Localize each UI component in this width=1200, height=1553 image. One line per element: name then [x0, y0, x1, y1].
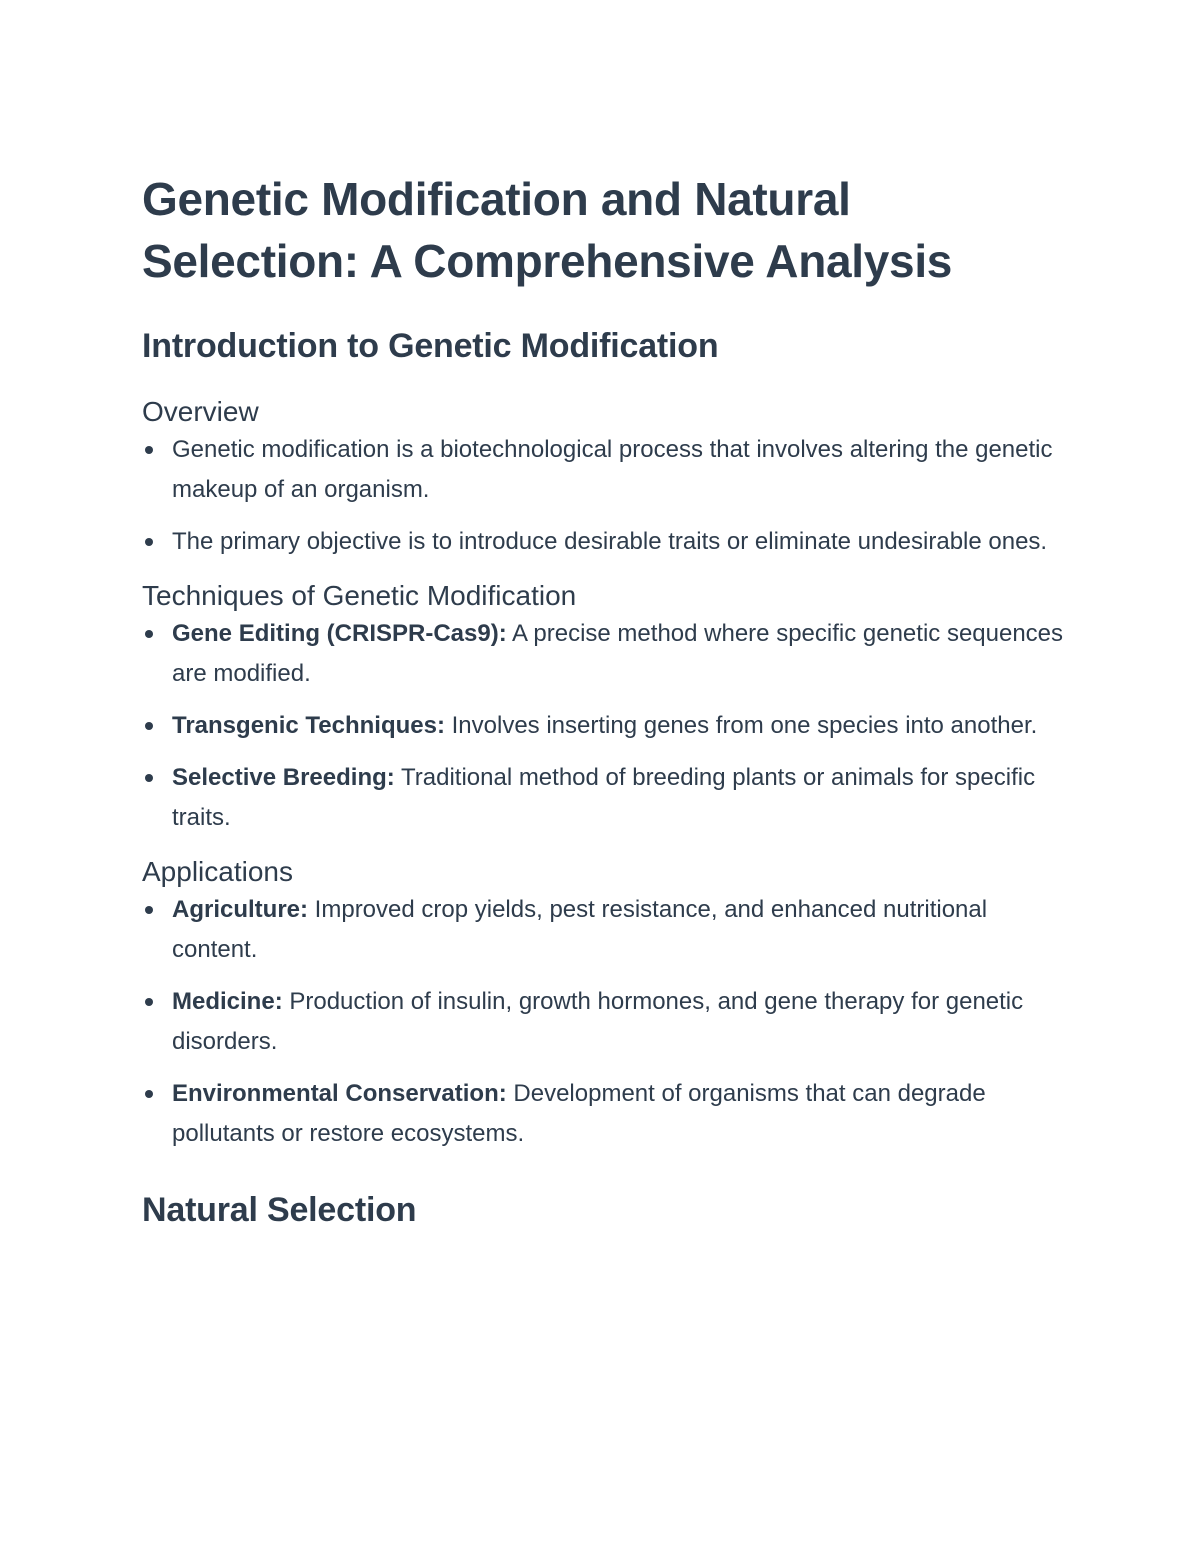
list-item-term: Environmental Conservation:: [172, 1080, 507, 1107]
list-item: [142, 522, 1072, 562]
list-item-term: Transgenic Techniques:: [172, 712, 445, 739]
section-heading-intro: Introduction to Genetic Modification: [142, 327, 719, 365]
subheading-overview: Overview: [142, 396, 259, 427]
document-title: Genetic Modification and Natural Selection: A Comprehensive Analysis: [142, 173, 953, 287]
list-item-text: Development of organisms that can degrade pollutants or restore ecosystems.: [172, 1080, 986, 1147]
list-item: [142, 982, 1072, 1062]
list-item-term: Gene Editing (CRISPR-Cas9):: [172, 620, 507, 647]
subheading-applications: Applications: [142, 856, 293, 887]
list-item-term: Medicine:: [172, 988, 283, 1015]
list-item: [142, 758, 1072, 838]
techniques-list: [142, 614, 1072, 838]
list-item-text: Improved crop yields, pest resistance, and enhanced nutritional content.: [172, 896, 988, 963]
bullet-icon: [145, 446, 153, 454]
bullet-icon: [145, 1090, 153, 1098]
section-heading-natural-selection: Natural Selection: [142, 1191, 417, 1229]
document-page: [142, 168, 1072, 1232]
list-item: [142, 1074, 1072, 1154]
overview-list: [142, 430, 1072, 562]
list-item-text: Genetic modification is a biotechnological process that involves altering the genetic makeup of an organism.: [172, 436, 1053, 503]
bullet-icon: [145, 906, 153, 914]
list-item: [142, 430, 1072, 510]
list-item: [142, 890, 1072, 970]
list-item-text: A precise method where specific genetic sequences are modified.: [172, 620, 1064, 687]
bullet-icon: [145, 630, 153, 638]
list-item-text: The primary objective is to introduce desirable traits or eliminate undesirable ones.: [172, 528, 1048, 555]
list-item: [142, 614, 1072, 694]
bullet-icon: [145, 722, 153, 730]
list-item-text: Traditional method of breeding plants or animals for specific traits.: [172, 764, 1036, 831]
list-item-term: Selective Breeding:: [172, 764, 395, 791]
list-item-term: Agriculture:: [172, 896, 309, 923]
list-item: [142, 706, 1072, 746]
bullet-icon: [145, 538, 153, 546]
bullet-icon: [145, 774, 153, 782]
subheading-techniques: Techniques of Genetic Modification: [142, 580, 577, 611]
applications-list: [142, 890, 1072, 1154]
list-item-text: Production of insulin, growth hormones, and gene therapy for genetic disorders.: [172, 988, 1024, 1055]
bullet-icon: [145, 998, 153, 1006]
list-item-text: Involves inserting genes from one species into another.: [444, 712, 1038, 739]
